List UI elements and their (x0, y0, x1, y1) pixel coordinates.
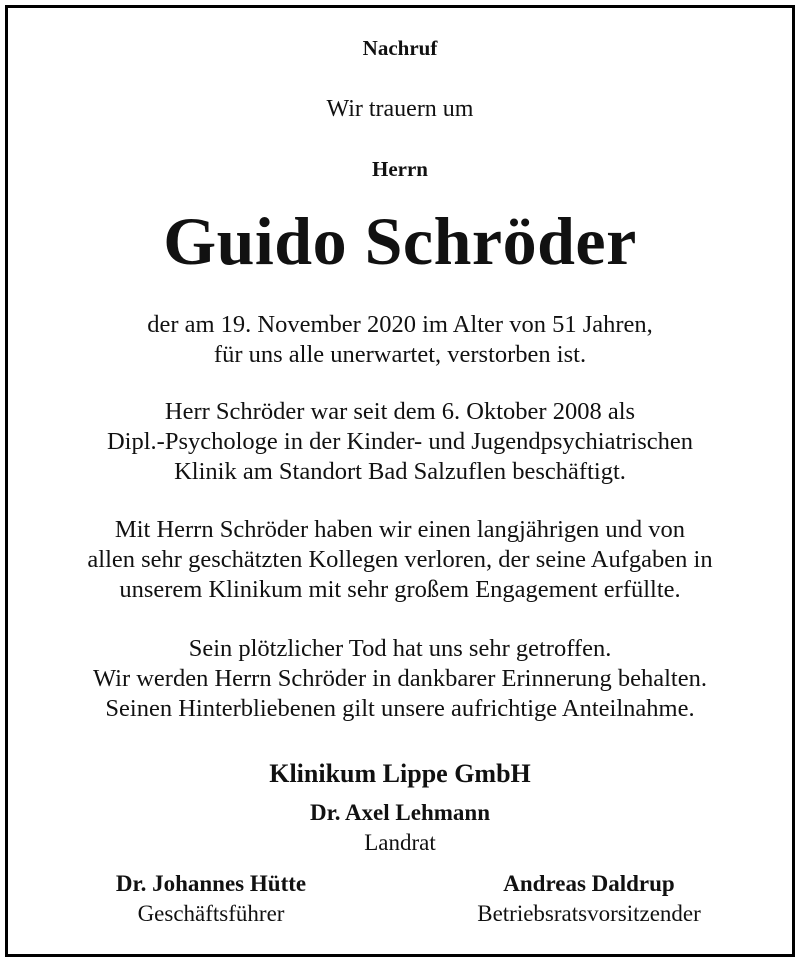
paragraph-line: der am 19. November 2020 im Alter von 51 Jahren, (147, 311, 653, 338)
paragraph-line: Herr Schröder war seit dem 6. Oktober 2008 als (164, 398, 636, 425)
paragraph-line: Seinen Hinterbliebenen gilt unsere aufrichtige Anteilnahme. (105, 695, 695, 722)
paragraph-line: Wir werden Herrn Schröder in dankbarer Erinnerung behalten. (93, 665, 707, 692)
paragraph-condolence (0, 634, 800, 724)
salutation: Herrn (372, 157, 428, 181)
deceased-name: Guido Schröder (163, 203, 637, 279)
paragraph-line: allen sehr geschätzten Kollegen verloren, der seine Aufgaben in (87, 546, 713, 573)
paragraph-line: Sein plötzlicher Tod hat uns sehr getroffen. (188, 635, 612, 662)
paragraph-employment (0, 397, 800, 487)
right-signer-name: Andreas Daldrup (503, 871, 675, 896)
main-signer-role: Landrat (364, 830, 436, 855)
paragraph-line: Klinik am Standort Bad Salzuflen beschäftigt. (174, 458, 626, 485)
left-signer-role: Geschäftsführer (137, 901, 285, 926)
main-signer-name: Dr. Axel Lehmann (310, 800, 490, 825)
paragraph-line: unserem Klinikum mit sehr großem Engagement erfüllte. (119, 576, 681, 603)
left-signer-name: Dr. Johannes Hütte (115, 871, 307, 896)
paragraph-tribute (0, 515, 800, 605)
right-signer-role: Betriebsratsvorsitzender (477, 901, 701, 926)
intro-text: Wir trauern um (326, 96, 474, 122)
paragraph-death-date (0, 310, 800, 370)
notice-heading: Nachruf (362, 36, 438, 60)
company-name: Klinikum Lippe GmbH (269, 759, 531, 788)
paragraph-line: für uns alle unerwartet, verstorben ist. (213, 341, 587, 368)
paragraph-line: Dipl.-Psychologe in der Kinder- und Jugendpsychiatrischen (106, 428, 694, 455)
paragraph-line: Mit Herrn Schröder haben wir einen langjährigen und von (114, 516, 686, 543)
